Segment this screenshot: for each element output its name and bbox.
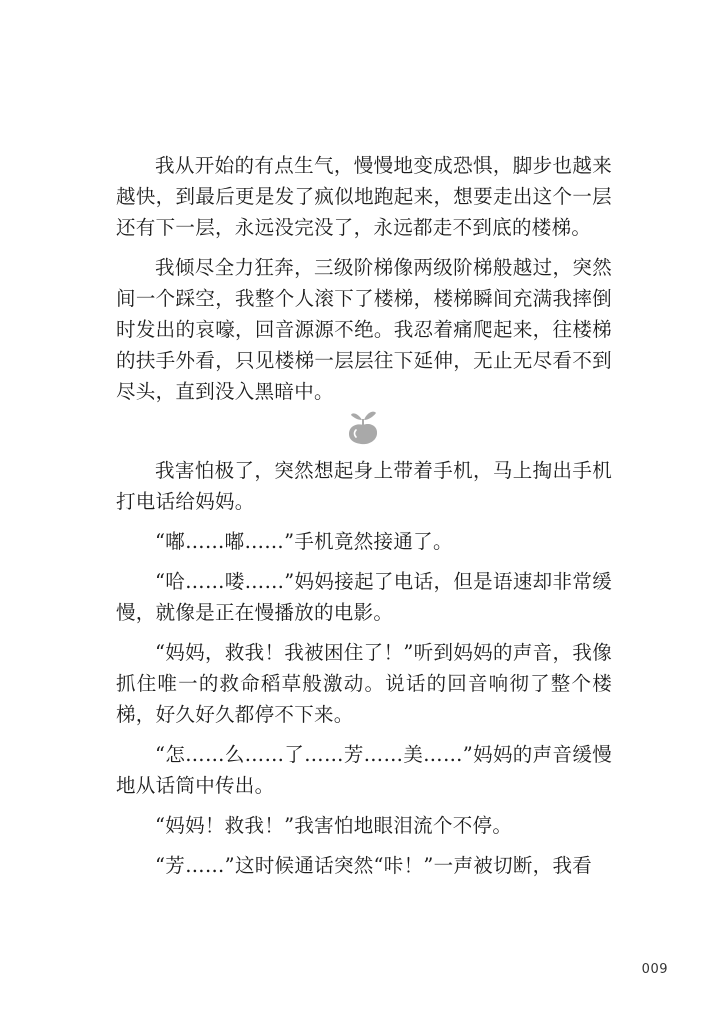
sprout-seed-icon [343,408,383,446]
sprout-seed-icon-graphic [343,408,383,446]
paragraph: “怎……么……了……芳……美……”妈妈的声音缓慢地从话筒中传出。 [116,743,612,797]
paragraph: “哈……喽……”妈妈接起了电话，但是语速却非常缓慢，就像是正在慢播放的电影。 [116,570,612,624]
paragraph: 我害怕极了，突然想起身上带着手机，马上掏出手机打电话给妈妈。 [116,459,612,513]
section-two [116,455,612,881]
paragraph: 我倾尽全力狂奔，三级阶梯像两级阶梯般越过，突然间一个踩空，我整个人滚下了楼梯，楼梯瞬间充满我摔倒时发出的哀嚎，回音源源不绝。我忍着痛爬起来，往楼梯的扶手外看，只见楼梯一层层往下延伸，无止无尽看不到尽头，直到没入黑暗中。 [116,256,612,403]
paragraph: “妈妈！救我！”我害怕地眼泪流个不停。 [155,814,513,837]
paragraph: “妈妈，救我！我被困住了！”听到妈妈的声音，我像抓住唯一的救命稻草般激动。说话的回音响彻了整个楼梯，好久好久都停不下来。 [116,641,612,726]
section-one [116,150,612,407]
paragraph: “芳……”这时候通话突然“咔！”一声被切断，我看 [155,854,593,877]
page-number: 009 [641,962,668,977]
paragraph: “嘟……嘟……”手机竟然接通了。 [155,530,453,553]
paragraph: 我从开始的有点生气，慢慢地变成恐惧，脚步也越来越快，到最后更是发了疯似地跑起来，想要走出这个一层还有下一层，永远没完没了，永远都走不到底的楼梯。 [116,154,612,239]
